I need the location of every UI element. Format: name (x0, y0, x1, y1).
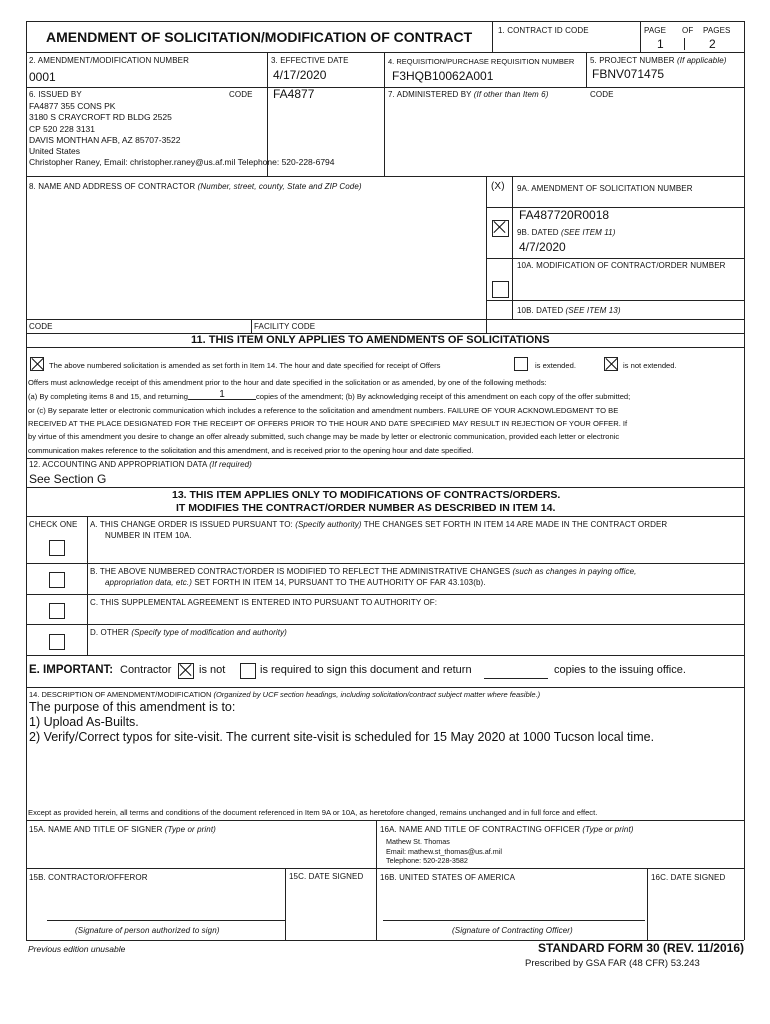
address-line: DAVIS MONTHAN AFB, AZ 85707-3522 (29, 134, 181, 145)
rule-9b (486, 258, 744, 259)
description-line: 1) Upload As-Builts. (29, 715, 139, 729)
rule-v15 (376, 820, 377, 940)
officer-line: Telephone: 520-228-3582 (386, 856, 468, 865)
rule-13d (26, 624, 744, 625)
item13b-line1 (90, 567, 636, 576)
officer-16a-label (380, 825, 634, 834)
signature-16b-note: (Signature of Contracting Officer) (452, 926, 573, 935)
dated-9b-note: (SEE ITEM 11) (560, 228, 616, 237)
rule-v4 (384, 52, 385, 176)
contract-id-label: 1. CONTRACT ID CODE (498, 26, 589, 35)
rule-vfac (251, 319, 252, 333)
signature-15b-note: (Signature of person authorized to sign) (75, 926, 220, 935)
item13-heading1: 13. THIS ITEM APPLIES ONLY TO MODIFICATIONS OF CONTRACTS/ORDERS. (172, 489, 561, 501)
item13a-line2: NUMBER IN ITEM 10A. (105, 531, 192, 540)
item13a-text2: THE CHANGES SET FORTH IN ITEM 14 ARE MADE IN THE CONTRACT ORDER (363, 520, 668, 529)
address-line: Christopher Raney, Email: christopher.raney@us.af.mil Telephone: 520-228-6794 (29, 157, 335, 168)
rule-v5 (586, 52, 587, 87)
rule-item13b (26, 516, 744, 517)
date-signed-15c-label: 15C. DATE SIGNED (289, 872, 364, 881)
project-number-label-text: 5. PROJECT NUMBER (590, 56, 675, 65)
rule-13b (26, 563, 744, 564)
item11-amended-text: The above numbered solicitation is amended as set forth in Item 14. The hour and date specified for receipt of Offers (49, 361, 441, 370)
administered-by-code-label: CODE (590, 90, 614, 99)
rule-item14 (26, 687, 744, 688)
dated-10b-label-text: 10B. DATED (517, 306, 564, 315)
project-number-note: (If applicable) (677, 56, 727, 65)
description-line: 2) Verify/Correct typos for site-visit. The current site-visit is scheduled for 15 May 2020 at 1000 Tucson local time. (29, 730, 655, 744)
item11-not-extended: is not extended. (623, 361, 677, 370)
amendment-number-value: 0001 (29, 70, 56, 84)
contractor-15b-label: 15B. CONTRACTOR/OFFEROR (29, 873, 148, 882)
requisition-label: 4. REQUISITION/PURCHASE REQUISITION NUMBER (388, 57, 575, 66)
usa-16b-label: 16B. UNITED STATES OF AMERICA (380, 873, 516, 882)
rule-important (26, 655, 744, 656)
footer-previous-edition: Previous edition unusable (28, 944, 126, 954)
dated-9b-value: 4/7/2020 (519, 240, 566, 254)
rule-left (26, 21, 27, 940)
administered-by-note: (If other than Item 6) (473, 90, 549, 99)
modification-10a-label: 10A. MODIFICATION OF CONTRACT/ORDER NUMBER (517, 261, 726, 270)
rule-top (26, 21, 744, 22)
item11-heading: 11. THIS ITEM ONLY APPLIES TO AMENDMENTS OF SOLICITATIONS (191, 334, 550, 346)
important-label: E. IMPORTANT: (29, 664, 114, 676)
item11-p2a: (a) By completing items 8 and 15, and returning (28, 392, 188, 401)
checkbox-13d[interactable] (49, 634, 65, 650)
rule-v16c (647, 868, 648, 940)
check-one-label: CHECK ONE (29, 520, 78, 529)
officer-line: Mathew St. Thomas (386, 837, 450, 846)
item13d-label: D. OTHER (90, 628, 130, 637)
rule-code (26, 319, 744, 320)
description-line: The purpose of this amendment is to: (29, 700, 236, 714)
project-number-value: FBNV071475 (592, 67, 665, 81)
contractor-label (29, 182, 362, 191)
checkbox-amended[interactable] (30, 357, 44, 371)
rule-item11b (26, 347, 744, 348)
item13b-note2: appropriation data, etc.) (105, 578, 192, 587)
item14-note: (Organized by UCF section headings, including solicitation/contract subject matter where feasible.) (213, 690, 541, 699)
checkbox-extended[interactable] (514, 357, 528, 371)
rule-13c (26, 594, 744, 595)
rule-15 (26, 820, 744, 821)
effective-date-label: 3. EFFECTIVE DATE (271, 56, 349, 65)
footer-prescribed: Prescribed by GSA FAR (48 CFR) 53.243 (525, 958, 700, 969)
issued-by-code-label: CODE (229, 90, 253, 99)
item14-label-text: 14. DESCRIPTION OF AMENDMENT/MODIFICATION (29, 690, 212, 699)
dated-10b-note: (SEE ITEM 13) (565, 306, 621, 315)
rule-row2 (26, 87, 744, 88)
contractor-code-label: CODE (29, 322, 53, 331)
item13d-text (90, 628, 287, 637)
signer-15a-label-text: 15A. NAME AND TITLE OF SIGNER (29, 825, 163, 834)
page-divider (684, 38, 685, 50)
amendment-number-label: 2. AMENDMENT/MODIFICATION NUMBER (29, 56, 189, 65)
item13-heading2: IT MODIFIES THE CONTRACT/ORDER NUMBER AS DESCRIBED IN ITEM 14. (176, 502, 556, 514)
sig-line-15b (47, 920, 285, 921)
rule-item13 (26, 487, 744, 488)
rule-v-page (640, 21, 641, 52)
contractor-note: (Number, street, county, State and ZIP Code) (197, 182, 362, 191)
sig-line-16b (383, 920, 645, 921)
page-total: 2 (709, 37, 716, 51)
address-line: CP 520 228 3131 (29, 123, 96, 134)
checkbox-not-extended[interactable] (604, 357, 618, 371)
item11-extended: is extended. (535, 361, 576, 370)
item11-p3: or (c) By separate letter or electronic communication which includes a reference to the solicitation and amendment numbers. FAILURE OF YOUR ACKNOWLEDGMENT TO BE (28, 406, 619, 415)
effective-date-value: 4/17/2020 (273, 68, 327, 82)
issued-by-code: FA4877 (273, 87, 315, 101)
footer-form-number: STANDARD FORM 30 (REV. 11/2016) (537, 941, 744, 955)
important-copies-to: copies to the issuing office. (554, 664, 686, 676)
rule-row1 (26, 52, 744, 53)
dated-10b-label (517, 306, 621, 315)
rule-v3 (267, 52, 268, 87)
checkbox-is-required[interactable] (240, 663, 256, 679)
signer-15a-note: (Type or print) (164, 825, 216, 834)
item14-description (29, 700, 654, 745)
administered-by-label (388, 90, 548, 99)
rule-v9x (486, 176, 487, 333)
rule-10a (486, 300, 744, 301)
item14-label (29, 690, 540, 699)
form-title: AMENDMENT OF SOLICITATION/MODIFICATION OF CONTRACT (46, 29, 473, 45)
item13b-line2 (105, 578, 486, 587)
item11-p4: RECEIVED AT THE PLACE DESIGNATED FOR THE RECEIPT OF OFFERS PRIOR TO THE HOUR AND DATE SPECIFIED MAY RESULT IN REJECTION OF YOUR OFFER. If (28, 419, 628, 428)
item11-p1: Offers must acknowledge receipt of this amendment prior to the hour and date specified in the solicitation or as amended, by one of the following methods: (28, 378, 547, 387)
item13a-text: A. THIS CHANGE ORDER IS ISSUED PURSUANT TO: (90, 520, 293, 529)
checkbox-9-checked[interactable] (492, 220, 509, 237)
issued-by-label: 6. ISSUED BY (29, 90, 82, 99)
rule-15b (26, 868, 744, 869)
x-label: (X) (491, 181, 505, 192)
of-label: OF (682, 26, 694, 35)
pages-label: PAGES (703, 26, 731, 35)
rule-v9 (512, 176, 513, 319)
dated-9b-label-text: 9B. DATED (517, 228, 559, 237)
project-number-label (590, 56, 727, 65)
requisition-value: F3HQB10062A001 (392, 69, 494, 83)
checkbox-13c[interactable] (49, 603, 65, 619)
item11-p6: communication makes reference to the solicitation and this amendment, and is received prior to the opening hour and date specified. (28, 446, 474, 455)
dated-9b-label (517, 228, 615, 237)
item12-note: (If required) (209, 460, 252, 469)
item11-p2 (28, 389, 631, 402)
amendment-solicitation-value: FA487720R0018 (519, 208, 610, 222)
officer-16a-label-text: 16A. NAME AND TITLE OF CONTRACTING OFFICER (380, 825, 581, 834)
item12-value: See Section G (29, 472, 107, 486)
page-number: 1 (657, 37, 664, 51)
signer-15a-label (29, 825, 216, 834)
facility-code-label: FACILITY CODE (254, 322, 316, 331)
important-is-required: is required to sign this document and return (260, 664, 472, 676)
rule-right (744, 21, 745, 940)
officer-16a-note: (Type or print) (582, 825, 634, 834)
address-line: United States (29, 146, 81, 157)
item13c-text: C. THIS SUPPLEMENTAL AGREEMENT IS ENTERED INTO PURSUANT TO AUTHORITY OF: (90, 598, 438, 607)
rule-vcheck (87, 516, 88, 655)
checkbox-is-not[interactable] (178, 663, 194, 679)
rule-item12 (26, 458, 744, 459)
important-contractor: Contractor (120, 664, 172, 676)
rule-v15c (285, 868, 286, 940)
checkbox-10[interactable] (492, 281, 509, 298)
item13b-note: (such as changes in paying office, (512, 567, 637, 576)
item13d-note: (Specify type of modification and authority) (131, 628, 287, 637)
issued-by-address (29, 101, 335, 169)
officer-line: Email: mathew.st_thomas@us.af.mil (386, 846, 502, 856)
item13a-note: (Specify authority) (295, 520, 362, 529)
item12-label (29, 460, 252, 469)
item11-p5: by virtue of this amendment you desire to change an offer already submitted, such change may be made by letter or electronic communication, provided each letter or electronic (28, 432, 620, 441)
rule-row3 (26, 176, 744, 177)
checkbox-13a[interactable] (49, 540, 65, 556)
amendment-solicitation-label: 9A. AMENDMENT OF SOLICITATION NUMBER (517, 184, 693, 193)
officer-16a-info (386, 837, 502, 866)
rule-v1 (492, 21, 493, 52)
copies-blank-line (484, 678, 548, 679)
item13a-line1 (90, 520, 667, 529)
checkbox-13b[interactable] (49, 572, 65, 588)
item13b-text: B. THE ABOVE NUMBERED CONTRACT/ORDER IS MODIFIED TO REFLECT THE ADMINISTRATIVE CHANGES (90, 567, 511, 576)
copies-count: 1 (188, 390, 256, 400)
address-line: 3180 S CRAYCROFT RD BLDG 2525 (29, 112, 172, 123)
important-is-not: is not (199, 664, 226, 676)
item12-label-text: 12. ACCOUNTING AND APPROPRIATION DATA (29, 460, 207, 469)
administered-by-label-text: 7. ADMINISTERED BY (388, 90, 472, 99)
contractor-label-text: 8. NAME AND ADDRESS OF CONTRACTOR (29, 182, 196, 191)
page-label: PAGE (644, 26, 667, 35)
item13b-text2: SET FORTH IN ITEM 14, PURSUANT TO THE AUTHORITY OF FAR 43.103(b). (194, 578, 486, 587)
item11-p2b: copies of the amendment; (b) By acknowledging receipt of this amendment on each copy of the offer submitted; (255, 392, 631, 401)
date-signed-16c-label: 16C. DATE SIGNED (651, 873, 726, 882)
except-text: Except as provided herein, all terms and conditions of the document referenced in Item 9A or 10A, as heretofore changed, remains unchanged and in full force and effect. (28, 808, 598, 817)
address-line: FA4877 355 CONS PK (29, 101, 116, 111)
